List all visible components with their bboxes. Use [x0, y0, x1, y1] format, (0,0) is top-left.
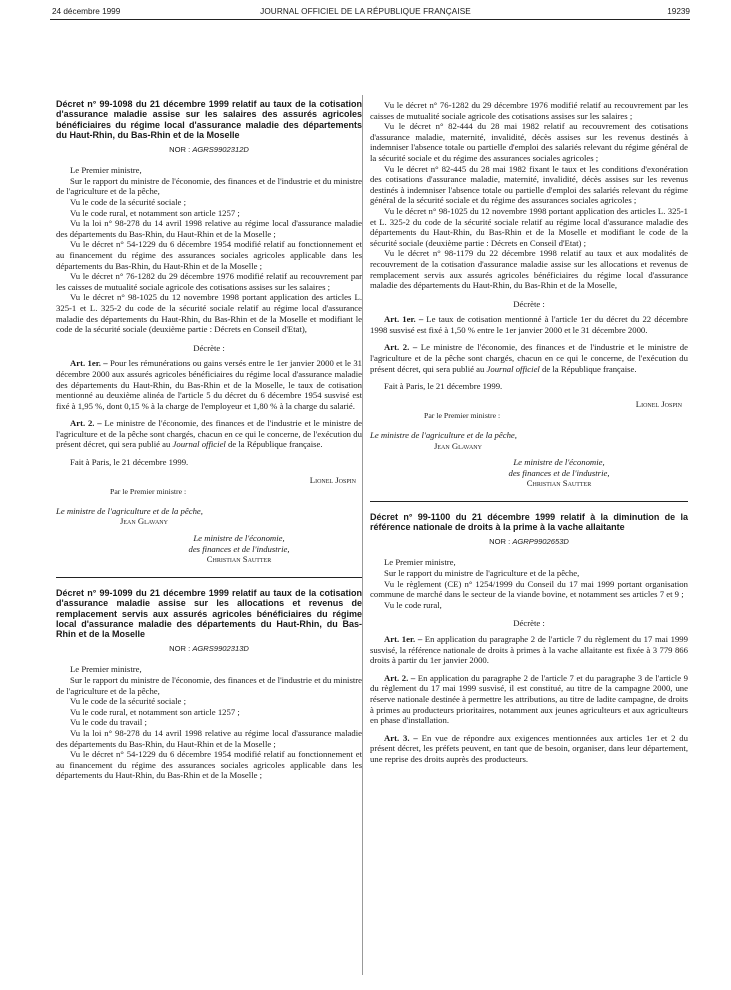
article-text: En vue de répondre aux exigences mentionnées aux articles 1er et 2 du présent décret, les préfets peuvent, en tant que de besoin, organiser, dans leur département, une reprise des droits auprès des producteurs.: [370, 732, 688, 764]
minister-economie-title-a: Le ministre de l'économie,: [513, 457, 605, 468]
article-1: [370, 314, 688, 335]
decree-title: Décret n° 99-1098 du 21 décembre 1999 relatif au taux de la cotisation d'assurance maladie assise sur les salaires des assurés agricoles bénéficiaires du régime local d'assurance maladie des départements du Haut-Rhin, du Bas-Rhin et de la Moselle: [56, 99, 362, 141]
column-divider: [362, 95, 363, 975]
visa: Vu la loi n° 98-278 du 14 avril 1998 relative au régime local d'assurance maladie des départements du Bas-Rhin, du Haut-Rhin et de la Moselle ;: [56, 728, 362, 749]
visa: Vu le décret n° 98-1179 du 22 décembre 1998 relatif au taux et aux modalités de recouvrement de la cotisation d'assurance maladie assise sur les allocations et revenus de remplacement servis aux assurés agricoles bénéficiaires du régime local d'assurance maladie des départements du Haut-Rhin, du Bas-Rhin et de la Moselle,: [370, 248, 688, 291]
decree-99-1099-continued: [370, 100, 688, 489]
minister-agriculture-title: Le ministre de l'agriculture et de la pêche,: [56, 505, 203, 516]
visa: Sur le rapport du ministre de l'économie, des finances et de l'industrie et du ministre de l'agriculture et de la pêche,: [56, 175, 362, 197]
visa: Vu le décret n° 54-1229 du 6 décembre 1954 modifié relatif au fonctionnement et au financement du régime des assurances sociales agricoles applicable dans les départements du Haut-Rhin, du Bas-Rhin et de la Moselle ;: [56, 749, 362, 781]
article-text-end: de la République française.: [542, 363, 637, 374]
decree-title: Décret n° 99-1099 du 21 décembre 1999 relatif au taux de la cotisation d'assurance maladie assise sur les allocations et revenus de remplacement servis aux assurés agricoles bénéficiaires du régime local d'assurance maladie des départements du Haut-Rhin, du Bas-Rhin et de la Moselle: [56, 587, 362, 640]
decree-99-1099: [56, 588, 362, 781]
visa: Vu le code de la sécurité sociale ;: [70, 197, 186, 207]
decrete: Décrète :: [513, 298, 545, 309]
minister-economie: [370, 457, 688, 489]
visa: Vu le code rural, et notamment son article 1257 ;: [70, 207, 240, 218]
visa: Vu le décret n° 76-1282 du 29 décembre 1976 modifié relatif au recouvrement par les caisses de mutualité sociale agricole des cotisations assises sur les salaires ;: [56, 271, 362, 292]
visa: Vu le décret n° 76-1282 du 29 décembre 1976 modifié relatif au recouvrement par les caisses de mutualité sociale agricole des cotisations assises sur les salaires ;: [370, 100, 688, 121]
signer: Lionel Jospin: [309, 474, 356, 485]
visa: Sur le rapport du ministre de l'agriculture et de la pêche,: [384, 568, 580, 578]
visa: Vu le code rural,: [384, 599, 442, 610]
visa: Vu la loi n° 98-278 du 14 avril 1998 relative au régime local d'assurance maladie des départements du Bas-Rhin, du Haut-Rhin et de la Moselle ;: [56, 218, 362, 239]
par-premier-ministre: Par le Premier ministre :: [424, 411, 501, 421]
journal-officiel: Journal officiel: [172, 439, 226, 450]
visa: Vu le décret n° 54-1229 du 6 décembre 1954 modifié relatif au fonctionnement et au financement du régime des assurances sociales agricoles applicable dans les départements du Bas-Rhin, du Haut-Rhin et de la Moselle ;: [56, 239, 362, 271]
left-column: [56, 22, 362, 781]
minister-economie-title-b: des finances et de l'industrie,: [508, 467, 610, 478]
visa: Vu le code du travail ;: [70, 717, 147, 728]
decree-99-1098: [56, 99, 362, 565]
article-1: [56, 358, 362, 411]
article-text: Pour les rémunérations ou gains versés entre le 1er janvier 2000 et le 31 décembre 2000 aux assurés agricoles bénéficiaires du régime local d'assurance maladie des départements du Haut-Rhin, du Bas-Rhin et de la Moselle, le taux de cotisation mentionné au deuxième alinéa de l'article 5 du décret du 6 décembre 1954 susvisé est fixé à 1,95 %, dont 0,15 % à la charge de l'employeur et 1,80 % à la charge du salarié.: [56, 358, 363, 411]
decree-99-1100: [370, 512, 688, 765]
article-text: Le ministre de l'économie, des finances et de l'industrie et le ministre de l'agriculture et de la pêche sont chargés, chacun en ce qui le concerne, de l'exécution du présent décret, qui sera publié au: [370, 342, 688, 374]
visa: Vu le décret n° 82-445 du 28 mai 1982 fixant le taux et les conditions d'exonération des cotisations d'assurance maladie, maternité, invalidité, décès assises sur les revenus destinés à indemniser l'absence totale ou partielle d'emploi des salariés relevant du régime général de la sécurité sociale et du régime des assurances sociales agricoles ;: [370, 163, 688, 206]
visa: Vu le règlement (CE) n° 1254/1999 du Conseil du 17 mai 1999 portant organisation commune de marché dans le secteur de la viande bovine, et notamment ses articles 7 et 9 ;: [370, 578, 688, 600]
article-3: [370, 733, 688, 765]
intro: Le Premier ministre,: [70, 165, 142, 176]
minister-economie-name: Christian Sautter: [526, 478, 592, 489]
article-2: [370, 342, 688, 374]
article-text: Le taux de cotisation mentionné à l'article 1er du décret du 22 décembre 1998 susvisé est fixé à 1,50 % entre le 1er janvier 2000 et le 31 décembre 2000.: [370, 314, 689, 335]
article-text: En application du paragraphe 2 de l'article 7 et du paragraphe 3 de l'article 9 du règlement du 17 mai 1999 susvisé, il est constitué, au titre de la campagne 2000, une réserve nationale destinée à permettre les attributions, au titre de ladite campagne, de droits à primes au producteurs prioritaires, notamment aux jeunes agriculteurs et aux agriculteurs en phase d'installation.: [370, 672, 688, 726]
article-label: Art. 2. –: [384, 672, 416, 683]
minister-economie-title-b: des finances et de l'industrie,: [188, 543, 290, 554]
visa: Vu le code rural, et notamment son article 1257 ;: [70, 706, 240, 717]
visa: Vu le décret n° 98-1025 du 12 novembre 1998 portant application des articles L. 325-1 et L. 325-2 du code de la sécurité sociale relatif au régime local d'assurance maladie des départements du Haut-Rhin, du Bas-Rhin et de la Moselle et modifiant le code de la sécurité sociale (deuxième partie : Décrets en Conseil d'Etat) ;: [370, 205, 688, 248]
visa: Sur le rapport du ministre de l'économie, des finances et de l'industrie et du ministre de l'agriculture et de la pêche,: [56, 675, 362, 696]
minister-economie: [56, 533, 362, 565]
minister-economie-name: Christian Sautter: [206, 554, 272, 565]
decrete: Décrète :: [193, 342, 225, 353]
done-at: Fait à Paris, le 21 décembre 1999.: [384, 381, 503, 392]
nor-reference: [370, 537, 688, 548]
right-column: [370, 22, 688, 765]
article-label: Art. 1er. –: [70, 358, 108, 369]
nor-code: AGRP9902653D: [512, 536, 569, 546]
article-text: Le ministre de l'économie, des finances et de l'industrie et le ministre de l'agriculture et de la pêche sont chargés, chacun en ce qui le concerne, de l'exécution du présent décret, qui sera publié au: [56, 418, 363, 450]
minister-agriculture-name: Jean Glavany: [434, 440, 482, 451]
article-1: [370, 634, 688, 666]
intro: Le Premier ministre,: [384, 557, 456, 568]
article-text: En application du paragraphe 2 de l'article 7 du règlement du 17 mai 1999 susvisé, la référence nationale de droits à primes à la vache allaitante est fixée à 3 779 866 droits à partir du 1er janvier 2000.: [370, 633, 688, 666]
article-label: Art. 2. –: [70, 418, 102, 429]
header-date: 24 décembre 1999: [52, 7, 121, 16]
header-journal-title: JOURNAL OFFICIEL DE LA RÉPUBLIQUE FRANÇAISE: [260, 7, 471, 16]
intro: Le Premier ministre,: [70, 664, 142, 675]
minister-economie-title-a: Le ministre de l'économie,: [193, 533, 285, 544]
signer: Lionel Jospin: [635, 398, 682, 409]
done-at: Fait à Paris, le 21 décembre 1999.: [70, 457, 189, 468]
nor-label: NOR :: [169, 144, 191, 154]
article-text-end: de la République française.: [228, 439, 323, 450]
visa: Vu le code de la sécurité sociale ;: [70, 696, 186, 707]
decree-title: Décret n° 99-1100 du 21 décembre 1999 relatif à la diminution de la référence nationale de droits à la prime à la vache allaitante: [370, 512, 688, 533]
nor-reference: [56, 644, 362, 655]
decrete: Décrète :: [513, 618, 545, 629]
page-header: [0, 0, 731, 20]
article-label: Art. 2. –: [384, 342, 418, 353]
nor-reference: [56, 145, 362, 156]
article-2: [370, 673, 688, 726]
article-label: Art. 1er. –: [384, 633, 423, 644]
header-page-number: 19239: [667, 7, 690, 16]
nor-code: AGRS9902312D: [192, 144, 249, 154]
minister-agriculture-title: Le ministre de l'agriculture et de la pêche,: [370, 430, 517, 441]
visa: Vu le décret n° 98-1025 du 12 novembre 1998 portant application des articles L. 325-1 et L. 325-2 du code de la sécurité sociale relatif au régime local d'assurance maladie des départements du Haut-Rhin, du Bas-Rhin et de la Moselle et modifiant le code de la sécurité sociale (deuxième partie : Décrets en Conseil d'Etat),: [56, 292, 362, 335]
decree-separator: [56, 577, 362, 578]
decree-separator: [370, 501, 688, 502]
article-2: [56, 418, 362, 450]
article-label: Art. 1er. –: [384, 314, 424, 325]
nor-code: AGRS9902313D: [192, 643, 249, 653]
journal-officiel: Journal officiel: [486, 363, 540, 374]
nor-label: NOR :: [169, 643, 191, 653]
nor-label: NOR :: [489, 536, 511, 546]
par-premier-ministre: Par le Premier ministre :: [110, 487, 187, 497]
article-label: Art. 3. –: [384, 732, 418, 743]
visa: Vu le décret n° 82-444 du 28 mai 1982 relatif au recouvrement des cotisations d'assurance maladie, maternité, invalidité, décès assises sur les revenus destinés à indemniser l'absence totale ou partielle d'emploi des salariés relevant du régime général de la sécurité sociale et du régime des assurances sociales agricoles ;: [370, 121, 688, 163]
header-rule: [50, 19, 690, 20]
minister-agriculture-name: Jean Glavany: [120, 516, 168, 527]
